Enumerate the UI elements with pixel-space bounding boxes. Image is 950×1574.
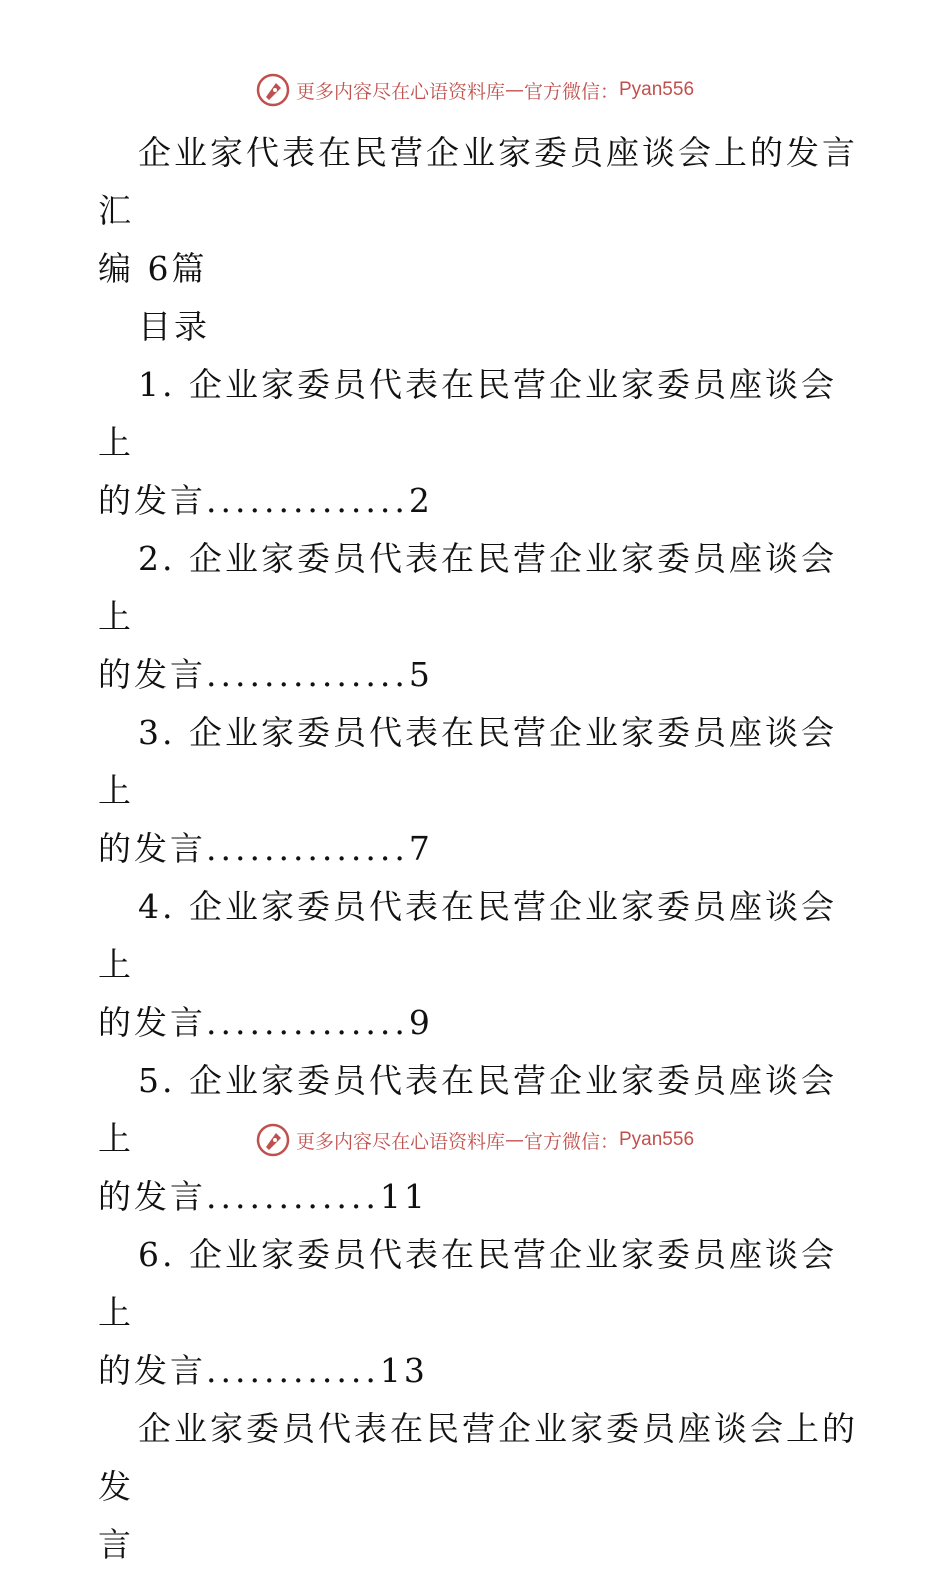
- toc-page-number: 9: [408, 1003, 433, 1042]
- section-title-line-2: 言: [98, 1525, 134, 1564]
- toc-item-title: 5. 企业家委员代表在民营企业家委员座谈会上: [98, 1061, 837, 1158]
- toc-item-title: 3. 企业家委员代表在民营企业家委员座谈会上: [98, 713, 837, 810]
- toc-page-number: 7: [408, 829, 433, 868]
- watermark-handle: Pyan556: [619, 1129, 695, 1150]
- toc-item-1[interactable]: [98, 356, 858, 530]
- watermark-handle: Pyan556: [619, 79, 695, 100]
- title-line-2: 编 6篇: [98, 249, 208, 288]
- toc-item-title: 2. 企业家委员代表在民营企业家委员座谈会上: [98, 539, 837, 636]
- toc-heading: 目录: [138, 307, 210, 346]
- toc-item-title: 4. 企业家委员代表在民营企业家委员座谈会上: [98, 887, 837, 984]
- toc-leader-dots: ..............: [206, 1003, 409, 1042]
- pen-nib-circle-icon: [256, 1123, 290, 1157]
- toc-leader-dots: ............: [206, 1351, 380, 1390]
- watermark-wechat-label: 官方微信：: [523, 80, 619, 103]
- watermark-dash: —: [504, 1129, 524, 1151]
- toc-page-number: 13: [379, 1351, 428, 1390]
- pen-nib-circle-icon: [256, 73, 290, 107]
- toc-leader-dots: ..............: [206, 829, 409, 868]
- toc-leader-dots: ..............: [206, 481, 409, 520]
- watermark-text: 更多内容尽在心语资料库: [295, 80, 505, 103]
- toc-item-title-cont: 的发言: [98, 481, 206, 520]
- document-title: [98, 124, 858, 298]
- watermark-text: 更多内容尽在心语资料库: [295, 1130, 505, 1153]
- toc-item-6[interactable]: [98, 1226, 858, 1400]
- section-title-line-1: 企业家委员代表在民营企业家委员座谈会上的发: [98, 1409, 858, 1506]
- toc-item-title-cont: 的发言: [98, 1003, 206, 1042]
- toc-item-4[interactable]: [98, 878, 858, 1052]
- watermark-wechat-label: 官方微信：: [523, 1130, 619, 1153]
- footer-watermark: [0, 1120, 950, 1160]
- document-body: [98, 124, 858, 1574]
- header-watermark: [0, 70, 950, 110]
- toc-item-title-cont: 的发言: [98, 1177, 206, 1216]
- toc-item-title: 1. 企业家委员代表在民营企业家委员座谈会上: [98, 365, 837, 462]
- toc-page-number: 2: [408, 481, 433, 520]
- title-line-1: 企业家代表在民营企业家委员座谈会上的发言汇: [98, 133, 858, 230]
- watermark-dash: —: [504, 79, 524, 101]
- toc-item-title: 6. 企业家委员代表在民营企业家委员座谈会上: [98, 1235, 837, 1332]
- toc-list: [98, 356, 858, 1400]
- toc-leader-dots: ............: [206, 1177, 380, 1216]
- toc-leader-dots: ..............: [206, 655, 409, 694]
- toc-item-title-cont: 的发言: [98, 1351, 206, 1390]
- toc-item-title-cont: 的发言: [98, 655, 206, 694]
- toc-item-3[interactable]: [98, 704, 858, 878]
- toc-page-number: 5: [408, 655, 433, 694]
- toc-item-title-cont: 的发言: [98, 829, 206, 868]
- section-title: [98, 1400, 858, 1574]
- toc-item-2[interactable]: [98, 530, 858, 704]
- toc-page-number: 11: [379, 1177, 428, 1216]
